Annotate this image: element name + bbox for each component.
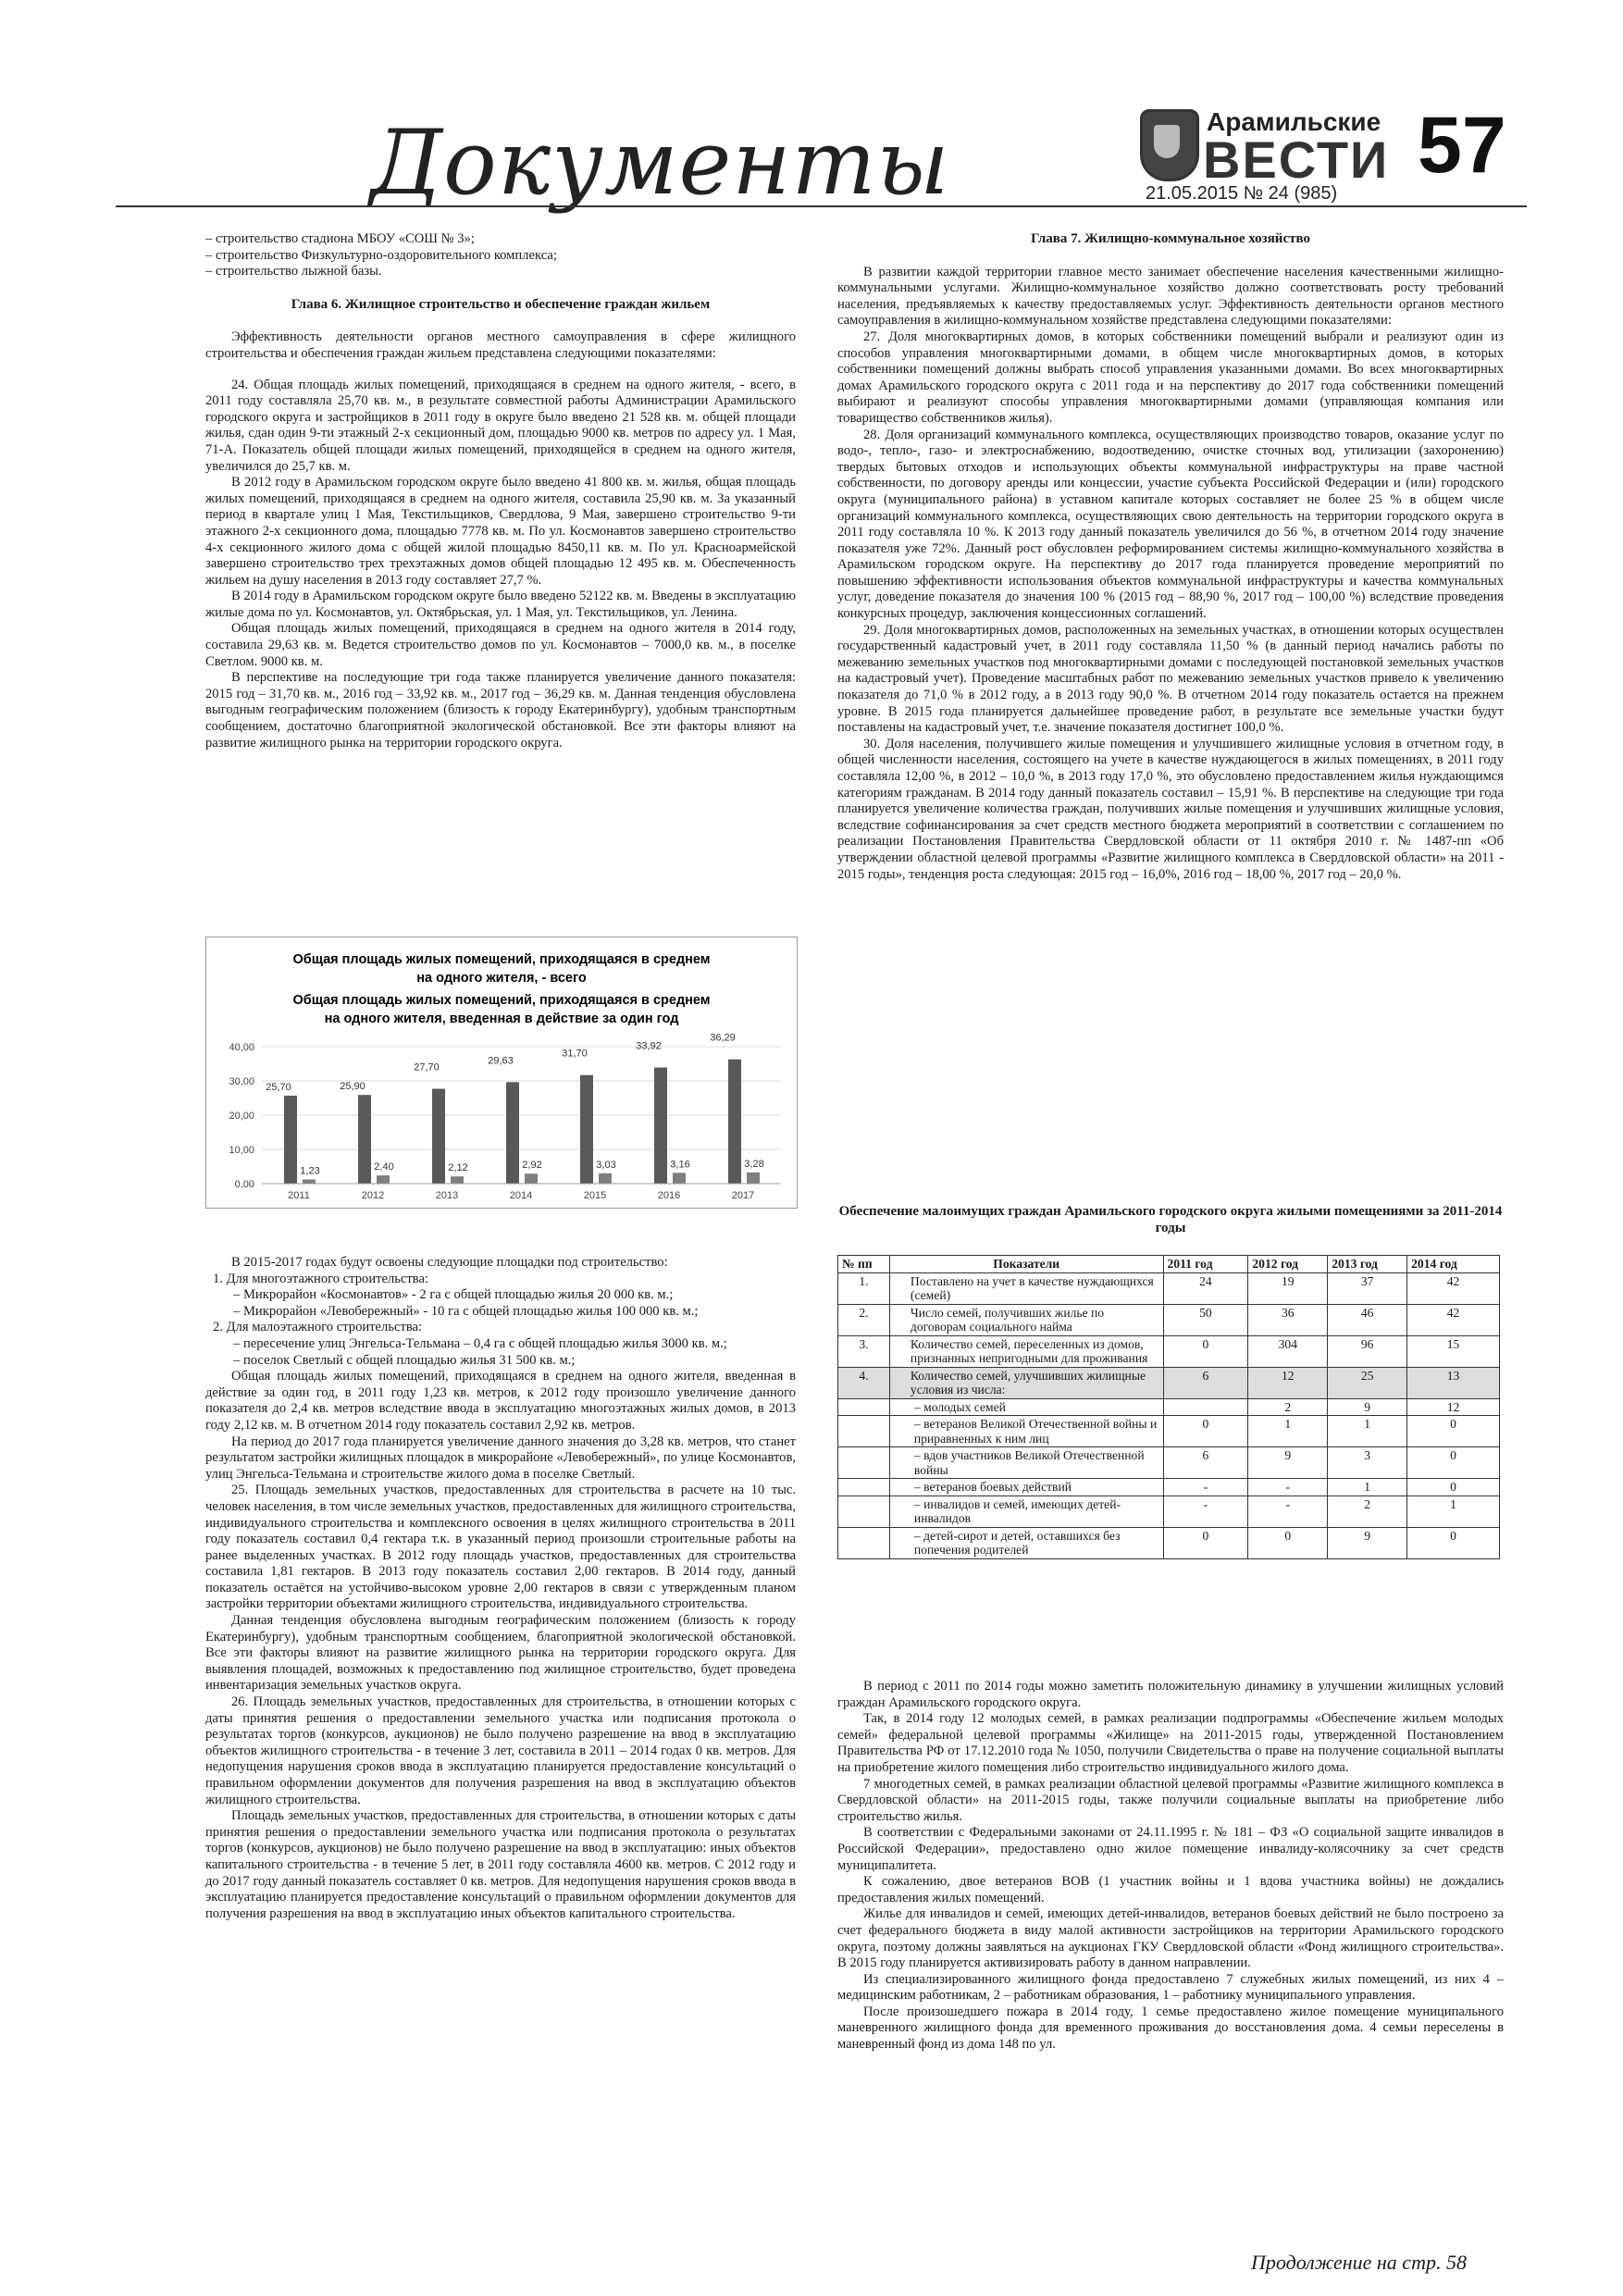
list-item: – поселок Светлый с общей площадью жилья 31 500 кв. м.; — [233, 1352, 576, 1368]
chart-x-tick-label: 2012 — [361, 1190, 385, 1201]
table-cell: 0 — [1407, 1527, 1500, 1558]
list-item: – строительство лыжной базы. — [205, 264, 382, 279]
table-cell: 13 — [1407, 1367, 1500, 1398]
table-header-row — [838, 1256, 1500, 1273]
table-row — [838, 1447, 1500, 1479]
paragraph: 7 многодетных семей, в рамках реализации областной целевой программы «Развитие жилищного комплекса в Свердловской области» на 2011-2015 годы, также получили социальные выплаты на приобретение либо строительство жилья. — [837, 1776, 1504, 1824]
paragraph: Площадь земельных участков, предоставленных для строительства, в отношении которых с даты принятия решения о предоставлении земельного участка или подписания протокола о результатах торгов (конкурсов, аукционов) не было получено разрешение на ввод в эксплуатацию: иных объектов капитального строительства - в течение 5 лет, в 2011 году составляла 4600 кв. метров. С 2012 году и до 2017 году данный показатель составляет 0 кв. метров. Для недопущения нарушения сроков ввода в эксплуатацию планируется предоставление консультаций о правильном оформлении документов для получения разрешения на ввод в эксплуатацию иных объектов капитального строительства. — [205, 1808, 796, 1921]
paragraph: В соответствии с Федеральными законами от 24.11.1995 г. № 181 – ФЗ «О социальной защите инвалидов в Российской Федерации», предоставлено одно жилое помещение инвалиду-колясочнику за счет средств муниципалитета. — [837, 1825, 1504, 1873]
paragraph: Жилье для инвалидов и семей, имеющих детей-инвалидов, ветеранов боевых действий не было построено за счет федерального бюджета в виду малой активности застройщиков на территории Арамильского городского округа, поэтому должны заявляться на аукционах ГКУ Свердловской области «Фонд жилищного строительства». В 2015 году планируется активизировать работу в данном направлении. — [837, 1906, 1504, 1971]
table-cell-label: Поставлено на учет в качестве нуждающихся (семей) — [889, 1272, 1163, 1304]
table-cell — [838, 1527, 890, 1558]
table-cell: 2 — [1328, 1496, 1407, 1527]
table-cell: 4. — [838, 1367, 890, 1398]
table-row — [838, 1304, 1500, 1335]
table-cell — [838, 1496, 890, 1527]
table-cell: 1 — [1407, 1496, 1500, 1527]
table-cell: 25 — [1328, 1367, 1407, 1398]
table-cell: 46 — [1328, 1304, 1407, 1335]
table-header: Показатели — [889, 1256, 1163, 1273]
chart-x-tick-label: 2017 — [731, 1190, 755, 1201]
table-cell: 6 — [1163, 1367, 1248, 1398]
table-cell: 24 — [1163, 1272, 1248, 1304]
issue-info: 21.05.2015 № 24 (985) — [1146, 183, 1338, 204]
chart-title: Общая площадь жилых помещений, приходящаяся в среднем на одного жителя, - всего — [292, 952, 711, 986]
chart-x-tick-label: 2013 — [435, 1190, 459, 1201]
table-row — [838, 1367, 1500, 1398]
table-title: Обеспечение малоимущих граждан Арамильского городского округа жилыми помещениями за 2011-2014 годы — [838, 1204, 1503, 1235]
table-cell: 3 — [1328, 1447, 1407, 1479]
housing-table — [837, 1255, 1500, 1559]
table-cell: 15 — [1407, 1335, 1500, 1367]
table-row — [838, 1416, 1500, 1447]
table-cell: 304 — [1248, 1335, 1328, 1367]
table-cell-label: – ветеранов Великой Отечественной войны и приравненных к ним лиц — [889, 1416, 1163, 1447]
chart-x-tick-label: 2011 — [288, 1190, 310, 1201]
table-cell: 0 — [1407, 1447, 1500, 1479]
continuation-note: Продолжение на стр. 58 — [1251, 2251, 1467, 2274]
table-cell — [1163, 1398, 1248, 1416]
table-cell: 1 — [1328, 1416, 1407, 1447]
table-cell-label: – детей-сирот и детей, оставшихся без попечения родителей — [889, 1527, 1163, 1558]
table-cell: - — [1163, 1496, 1248, 1527]
paragraph: Так, в 2014 году 12 молодых семей, в рамках реализации подпрограммы «Обеспечение жильем молодых семей» федеральной целевой программы «Жилище» на 2011-2015 годы, утвержденной Постановлением Правительства РФ от 17.12.2010 года № 1050, получили Свидетельства о праве на получение социальной выплаты на приобретение жилого помещения либо строительство индивидуального жилого дома. — [837, 1711, 1504, 1775]
paragraph: 24. Общая площадь жилых помещений, приходящаяся в среднем на одного жителя, - всего, в 2011 году составляла 25,70 кв. м., в результате совместной работы Администрации Арамильского городского округа и застройщиков в 2011 году в округе было введено 21 528 кв. м. общей площади жилья, сдан один 9-ти этажный 2-х секционный дом, площадью 9000 кв. метров по адресу ул. 1 Мая, 71-А. Показатель общей площади жилых помещений, приходящейся в среднем на одного жителя, увеличился до 25,7 кв. м. — [205, 377, 796, 474]
chart-bar-annual — [747, 1173, 760, 1184]
table-cell: 0 — [1163, 1416, 1248, 1447]
chart-x-tick-label: 2014 — [509, 1190, 533, 1201]
table-cell: 0 — [1407, 1479, 1500, 1496]
right-column-top — [837, 231, 1504, 883]
chart-bar-total — [728, 1060, 741, 1184]
chart-data-label: 2,92 — [522, 1160, 542, 1172]
table-cell-label: Количество семей, улучшивших жилищные условия из числа: — [889, 1367, 1163, 1398]
table-cell: - — [1163, 1479, 1248, 1496]
list-item: – пересечение улиц Энгельса-Тельмана – 0,4 га с общей площадью жилья 3000 кв. м.; — [233, 1335, 727, 1351]
table-cell-label: Количество семей, переселенных из домов, признанных непригодными для проживания — [889, 1335, 1163, 1367]
paragraph: 27. Доля многоквартирных домов, в которых собственники помещений выбрали и реализуют один из способов управления многоквартирными домами, в общем числе многоквартирных домов, в которых собственники помещений должны выбрать способ управления указанными домами. Во всех многоквартирных домах Арамильского городского округа с 2011 года и на перспективу до 2017 года собственники помещений выбирают и реализуют способы управления многоквартирными домами (управляющая компания или товарищество собственников жилья). — [837, 329, 1504, 426]
paragraph: В перспективе на последующие три года также планируется увеличение данного показателя: 2015 год – 31,70 кв. м., 2016 год – 33,92 кв. м., 2017 год – 36,29 кв. м. Данная тенденция обусловлена выгодным географическим положением (близость к городу Екатеринбургу), удобным транспортным сообщением, достаточно благоприятной экологической обстановкой. Все эти факторы влияют на развитие жилищного рынка на территории городского округа. — [205, 670, 796, 751]
chart-data-label: 3,16 — [670, 1159, 690, 1171]
chart-bar-annual — [673, 1173, 686, 1184]
chart-data-label: 27,70 — [414, 1061, 440, 1074]
table-cell — [838, 1416, 890, 1447]
chart-data-label: 29,63 — [488, 1055, 514, 1067]
chart-subtitle: Общая площадь жилых помещений, приходящаяся в среднем на одного жителя, введенная в действие за один год — [292, 993, 711, 1026]
chart-data-label: 33,92 — [636, 1040, 662, 1052]
table-cell: 0 — [1163, 1527, 1248, 1558]
table-cell-label: – ветеранов боевых действий — [889, 1479, 1163, 1496]
table-cell: 12 — [1248, 1367, 1328, 1398]
table-cell: 3. — [838, 1335, 890, 1367]
chart-bar-annual — [303, 1179, 316, 1184]
table-cell: 9 — [1328, 1398, 1407, 1416]
list-item: – строительство стадиона МБОУ «СОШ № 3»; — [205, 231, 475, 246]
table-header: 2013 год — [1328, 1256, 1407, 1273]
table-row — [838, 1398, 1500, 1416]
newspaper-logo — [1140, 104, 1390, 189]
table-cell: 96 — [1328, 1335, 1407, 1367]
paragraph: Общая площадь жилых помещений, приходящаяся в среднем на одного жителя, введенная в действие за один год, в 2011 году 1,23 кв. метров, к 2012 году произошло увеличение данного показателя до 2,4 кв. метров вследствие ввода в эксплуатацию многоэтажных жилых домов, в 2013 году 2,12 кв. м. В отчетном 2014 году показатель составил 2,92 кв. метров. — [205, 1369, 796, 1433]
chart-data-label: 36,29 — [710, 1032, 736, 1044]
chart-data-label: 3,03 — [596, 1159, 616, 1171]
table-cell-label: – молодых семей — [889, 1398, 1163, 1416]
paragraph: 30. Доля населения, получившего жилые помещения и улучшившего жилищные условия в отчетном году, в общей численности населения, состоящего на учете в качестве нуждающегося в жилых помещениях, в 2011 году составляла 12,00 %, в 2012 – 10,0 %, в 2013 году 17,0 %, это обусловлено предоставлением жилья нуждающимся категориям гражданам. В 2014 году данный показатель составил – 15,91 %. В перспективе на следующие три года планируется увеличение количества граждан, получивших жилые помещения и улучшивших жилищные условия, вследствие софинансирования за счет средств местного бюджета мероприятий в соответствии с соглашением по реализации Постановления Правительства Свердловской области от 11 октября 2010 г. № 1487-пп «Об утверждении областной целевой программы «Развитие жилищного комплекса в Свердловской области» на 2011 - 2015 годы», тенденция роста следующая: 2015 год – 16,0%, 2016 год – 18,00 %, 2017 год – 20,0 %. — [837, 736, 1504, 882]
chart-bar-total — [580, 1075, 593, 1184]
table-header: 2012 год — [1248, 1256, 1328, 1273]
chart-x-tick-label: 2016 — [657, 1190, 681, 1201]
chart-bar-annual — [377, 1175, 390, 1184]
chart-svg — [206, 937, 797, 1208]
chart-data-label: 1,23 — [300, 1165, 320, 1177]
paragraph: В 2015-2017 годах будут освоены следующие площадки под строительство: — [231, 1255, 668, 1270]
table-cell-label: – вдов участников Великой Отечественной войны — [889, 1447, 1163, 1479]
table-cell: 2. — [838, 1304, 890, 1335]
chart-y-tick-label: 30,00 — [229, 1076, 254, 1087]
table-cell: 2 — [1248, 1398, 1328, 1416]
table-cell: 37 — [1328, 1272, 1407, 1304]
coat-of-arms-icon — [1140, 109, 1199, 181]
table-header: № пп — [838, 1256, 890, 1273]
section-title: Документы — [370, 111, 950, 215]
paragraph: В 2014 году в Арамильском городском округе было введено 52122 кв. м. Введены в эксплуатацию жилые дома по ул. Космонавтов, ул. Октябрьская, ул. 1 Мая, ул. Текстильщиков, ул. Ленина. — [205, 589, 796, 620]
chart-bar-total — [506, 1082, 519, 1184]
chart-data-label: 2,12 — [448, 1162, 468, 1174]
list-item: 1. Для многоэтажного строительства: — [213, 1271, 429, 1286]
chart-data-label: 3,28 — [744, 1158, 764, 1170]
chart-y-tick-label: 20,00 — [229, 1111, 254, 1122]
paragraph: Общая площадь жилых помещений, приходящаяся в среднем на одного жителя в 2014 году, составила 29,63 кв. м. Ведется строительство домов по ул. Космонавтов – 7000,0 кв. м., в поселке Светлом. 9000 кв. м. — [205, 621, 796, 669]
table-cell: 0 — [1407, 1416, 1500, 1447]
table-cell: 12 — [1407, 1398, 1500, 1416]
paragraph: 28. Доля организаций коммунального комплекса, осуществляющих производство товаров, оказание услуг по водо-, тепло-, газо- и электроснабжению, водоотведению, очистке сточных вод, утилизации (захоронению) твердых бытовых отходов и использующих объекты коммунальной инфраструктуры на праве частной собственности, по договору аренды или концессии, участие субъекта Российской Федерации и (или) городского округа (муниципального района) в уставном капитале которых составляет не более 25 % в общем числе организаций коммунального комплекса, осуществляющих свою деятельность на территории городского округа в 2011 году составляла 10 %. К 2013 году данный показатель увеличился до 56 %, в отчетном 2014 году значение показателя уже 72%. Данный рост обусловлен реформированием системы жилищно-коммунального хозяйства в Арамильском городском округе. На перспективу до 2017 года планируется проведение мероприятий по повышению эффективности использования объектов коммунальной инфраструктуры и качества коммунальных услуг, доведение показателя до значения 100 % (2015 год – 88,90 %, 2017 год – 100,00 %) вследствие проведения конкурсных процедур, заключения концессионных соглашений. — [837, 427, 1504, 622]
table-row — [838, 1272, 1500, 1304]
paragraph: К сожалению, двое ветеранов ВОВ (1 участник войны и 1 вдова участника войны) не дождались предоставления жилых помещений. — [837, 1874, 1504, 1905]
left-column-top — [205, 231, 796, 751]
table-cell: 9 — [1248, 1447, 1328, 1479]
page-number: 57 — [1418, 101, 1506, 190]
table-cell-label: Число семей, получивших жилье по договорам социального найма — [889, 1304, 1163, 1335]
chart-bar-annual — [451, 1176, 464, 1184]
chart-data-label: 25,90 — [340, 1081, 365, 1093]
table-header: 2014 год — [1407, 1256, 1500, 1273]
chart-bar-total — [284, 1096, 297, 1184]
table-cell-label: – инвалидов и семей, имеющих детей-инвалидов — [889, 1496, 1163, 1527]
paragraph: В период с 2011 по 2014 годы можно заметить положительную динамику в улучшении жилищных условий граждан Арамильского городского округа. — [837, 1679, 1504, 1710]
table-header: 2011 год — [1163, 1256, 1248, 1273]
chapter-7-heading: Глава 7. Жилищно-коммунальное хозяйство — [1031, 231, 1310, 246]
chart-y-tick-label: 0,00 — [234, 1179, 254, 1190]
chart-data-label: 25,70 — [266, 1081, 291, 1093]
table-cell: 36 — [1248, 1304, 1328, 1335]
table-cell: 1 — [1248, 1416, 1328, 1447]
paragraph: 25. Площадь земельных участков, предоставленных для строительства в расчете на 10 тыс. человек населения, в том числе земельных участков, предоставленных для жилищного строительства, индивидуального строительства и комплексного освоения в целях жилищного строительства в 2011 году показатель составил 0,4 гектара т.к. в указанный период произошли строительные работы на ранее выделенных участках. В 2012 году площадь участков, предоставленных для строительства составила 1,81 гектаров. В 2013 году показатель составил 2,00 гектаров. В 2014 году, данный показатель остаётся на устойчиво-высоком уровне 2,00 гектаров в связи с утвержденным планом застройки территории объектами жилищного строительства, индивидуального строительства. — [205, 1483, 796, 1612]
table-row — [838, 1479, 1500, 1496]
chart-y-tick-label: 40,00 — [229, 1042, 254, 1053]
left-column-bottom — [205, 1255, 796, 1922]
chart-bar-total — [358, 1095, 371, 1184]
paragraph: 26. Площадь земельных участков, предоставленных для строительства, в отношении которых с даты принятия решения о предоставлении земельного участка или подписания протокола о результатах торгов (конкурсов, аукционов) не было получено разрешение на ввод в эксплуатацию объектов жилищного строительства - в течение 3 лет, составила в 2011 – 2014 годах 0 кв. метров. Для недопущения нарушения сроков ввода в эксплуатацию планируется предоставление консультаций о правильном оформлении документов для получения разрешения на ввод в эксплуатацию объектов жилищного строительства. — [205, 1694, 796, 1807]
housing-area-chart — [205, 937, 798, 1209]
chart-bar-annual — [599, 1173, 612, 1184]
chart-bar-total — [432, 1089, 445, 1184]
table-cell: 19 — [1248, 1272, 1328, 1304]
chart-data-label: 31,70 — [562, 1048, 588, 1060]
list-item: – строительство Физкультурно-оздоровительного комплекса; — [205, 247, 557, 263]
header-rule — [116, 205, 1527, 207]
paragraph: 29. Доля многоквартирных домов, расположенных на земельных участках, в отношении которых осуществлен государственный кадастровый учет, в 2011 году составляла 11,50 % (в данный период начались работы по межеванию земельных участков под многоквартирными домами с последующей постановкой земельных участков на кадастровый учет). Проведение масштабных работ по межеванию земельных участков привело к увеличению показателя до 71,0 % в 2012 году, а в 2013 году 90,0 %. В отчетном 2014 году показатель остается на прежнем уровне. В 2015 года планируется дальнейшее проведение работ, в результате все земельные участки будут поставлены на кадастровый учет, т.е. значение показателя достигнет 100,0 %. — [837, 622, 1504, 736]
paragraph: В 2012 году в Арамильском городском округе было введено 41 800 кв. м. жилья, общая площадь жилых помещений, приходящаяся в среднем на одного жителя, составила 25,90 кв. м. За указанный период в квартале улиц 1 Мая, Текстильщиков, Свердлова, 9 Мая, завершено строительство 9-ти этажного 2-х секционного дома, площадью 7778 кв. м. По ул. Космонавтов завершено строительство 4-х секционного жилого дома с общей жилой площадью 8450,11 кв. м. По ул. Красноармейской завершено строительство трех трехэтажных домов общей площадью 12 495 кв. м. Обеспеченность жильем на душу населения в 2013 году составляет 27,7 %. — [205, 475, 796, 588]
table-cell: 1. — [838, 1272, 890, 1304]
chart-x-tick-label: 2015 — [583, 1190, 607, 1201]
table-cell: 50 — [1163, 1304, 1248, 1335]
chapter-6-heading: Глава 6. Жилищное строительство и обеспечение граждан жильем — [291, 296, 711, 312]
paragraph: В развитии каждой территории главное место занимает обеспечение населения качественными жилищно-коммунальными услугами. Жилищно-коммунальное хозяйство должно соответствовать росту требований населения, предъявляемых к качеству предоставляемых услуг. Эффективность деятельности органов местного самоуправления в жилищно-коммунальном хозяйстве представлена следующими показателями: — [837, 264, 1504, 329]
table-row — [838, 1335, 1500, 1367]
table-cell: 1 — [1328, 1479, 1407, 1496]
paragraph: Данная тенденция обусловлена выгодным географическим положением (близость к городу Екатеринбургу), удобным транспортным сообщением, благоприятной экологической обстановкой. Все эти факторы влияют на развитие жилищного рынка на территории городского округа. Для выявления площадей, возможных к предоставлению под жилищное строительство, будет проведена инвентаризация земельных участков округа. — [205, 1613, 796, 1694]
list-item: 2. Для малоэтажного строительства: — [213, 1320, 423, 1335]
table-cell: 0 — [1248, 1527, 1328, 1558]
table-cell: 0 — [1163, 1335, 1248, 1367]
table-cell — [838, 1447, 890, 1479]
chart-data-label: 2,40 — [374, 1161, 394, 1173]
table-row — [838, 1496, 1500, 1527]
table-cell: 42 — [1407, 1272, 1500, 1304]
table-row — [838, 1527, 1500, 1558]
paragraph: Из специализированного жилищного фонда предоставлено 7 служебных жилых помещений, из них 4 – медицинским работникам, 2 – работникам образования, 1 – работнику муниципального управления. — [837, 1971, 1504, 2004]
table-cell: - — [1248, 1496, 1328, 1527]
table-cell: 9 — [1328, 1527, 1407, 1558]
table-cell: 42 — [1407, 1304, 1500, 1335]
chart-bar-annual — [525, 1173, 538, 1184]
list-item: – Микрорайон «Космонавтов» - 2 га с общей площадью жилья 20 000 кв. м.; — [233, 1287, 674, 1303]
chart-y-tick-label: 10,00 — [229, 1145, 254, 1156]
paragraph: После произошедшего пожара в 2014 году, 1 семье предоставлено жилое помещение муниципального маневренного жилищного фонда для временного проживания до восстановления дома. 4 семьи переселены в маневренный фонд из дома 148 по ул. — [837, 2004, 1504, 2053]
paragraph: Эффективность деятельности органов местного самоуправления в сфере жилищного строительства и обеспечения граждан жильем представлена следующими показателями: — [205, 329, 796, 361]
table-cell — [838, 1398, 890, 1416]
chart-bar-total — [654, 1067, 667, 1184]
list-item: – Микрорайон «Левобережный» - 10 га с общей площадью жилья 100 000 кв. м.; — [233, 1303, 699, 1319]
paragraph: На период до 2017 года планируется увеличение данного значения до 3,28 кв. метров, что станет результатом застройки жилищных площадок в микрорайоне «Левобережный», по улице Космонавтов, улиц Энгельса-Тельмана и строительстве жилого дома в поселке Светлый. — [205, 1433, 796, 1482]
table-cell: 6 — [1163, 1447, 1248, 1479]
right-column-bottom — [837, 1679, 1504, 2054]
table-cell — [838, 1479, 890, 1496]
logo-top-text: Арамильские — [1207, 107, 1381, 136]
table-cell: - — [1248, 1479, 1328, 1496]
logo-main-text: ВЕСТИ — [1203, 130, 1390, 189]
